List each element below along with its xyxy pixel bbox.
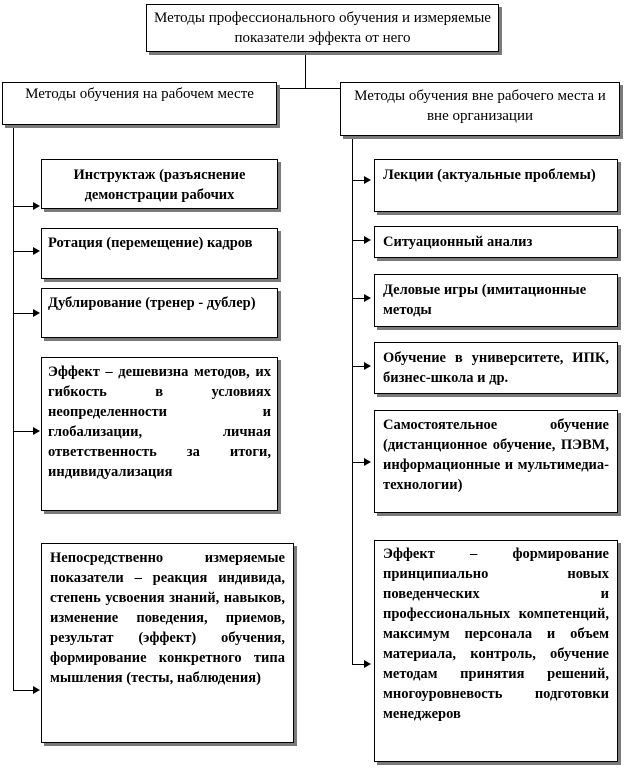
left-header-box <box>2 82 277 125</box>
left-item-label: Ротация (перемещение) кадров <box>48 235 253 251</box>
left-branch-5 <box>13 690 35 691</box>
left-branch-4 <box>13 431 35 432</box>
arrow-right-icon <box>364 362 371 370</box>
left-effect-text: Эффект – дешевизна методов, их гибкость в условиях неопределенности и глобализации, личная ответственность за итоги, индивидуализация <box>48 364 271 480</box>
right-item-label: Обучение в университете, ИПК, бизнес-школа и др. <box>383 350 609 386</box>
connector-top-horizontal <box>280 88 340 89</box>
right-item-label: Самостоятельное обучение (дистанционное обучение, ПЭВМ, информационные и мультимедиа-технологии) <box>383 417 609 493</box>
arrow-right-icon <box>33 202 40 210</box>
right-item-label: Лекции (актуальные проблемы) <box>383 167 596 183</box>
arrow-right-icon <box>364 176 371 184</box>
right-spine <box>352 136 353 664</box>
left-measures-text: Непосредственно измеряемые показатели – реакция индивида, степень усвоения знаний, навыков, изменение поведения, приемов, результат (эффект) обучения, формирование конкретного типа мышления (тесты, наблюдения) <box>50 550 285 686</box>
right-header-box <box>340 82 620 136</box>
right-item-label: Деловые игры (имитационные методы <box>383 282 587 318</box>
right-item-lectures <box>374 159 618 212</box>
arrow-right-icon <box>33 309 40 317</box>
left-header-title: Методы обучения на рабочем месте <box>25 86 254 102</box>
arrow-right-icon <box>364 294 371 302</box>
left-branch-2 <box>13 251 35 252</box>
left-item-label: Инструктаж (разъяснение демонстрации рабочих <box>73 167 246 203</box>
right-item-self-study <box>374 410 618 513</box>
arrow-right-icon <box>33 686 40 694</box>
left-item-dubbing <box>41 288 278 338</box>
arrow-right-icon <box>364 458 371 466</box>
right-item-business-games <box>374 274 618 327</box>
arrow-right-icon <box>364 236 371 244</box>
left-item-rotation <box>41 228 278 279</box>
arrow-right-icon <box>33 247 40 255</box>
right-item-label: Ситуационный анализ <box>383 234 533 250</box>
left-item-label: Дублирование (тренер - дублер) <box>48 295 256 311</box>
left-spine <box>13 125 14 690</box>
right-header-title: Методы обучения вне рабочего места и вне организации <box>354 88 606 124</box>
root-box <box>146 4 499 52</box>
right-effect-box <box>374 540 618 762</box>
left-branch-1 <box>13 206 35 207</box>
arrow-right-icon <box>33 427 40 435</box>
left-effect-box <box>41 357 278 511</box>
connector-top-down <box>305 52 306 88</box>
root-title: Методы профессионального обучения и измеряемые показатели эффекта от него <box>154 10 491 46</box>
left-item-instruction <box>41 159 278 209</box>
arrow-right-icon <box>364 660 371 668</box>
right-effect-text: Эффект – формирование принципиально новых поведенческих и профессиональных компетенций, максимум персонала и объем материала, контроль, обучение методам принятия решений, многоуровневость подготовки менеджеров <box>383 546 609 722</box>
left-measures-box <box>41 543 294 743</box>
right-item-case-analysis <box>374 226 618 258</box>
right-item-university <box>374 342 618 394</box>
left-branch-3 <box>13 313 35 314</box>
